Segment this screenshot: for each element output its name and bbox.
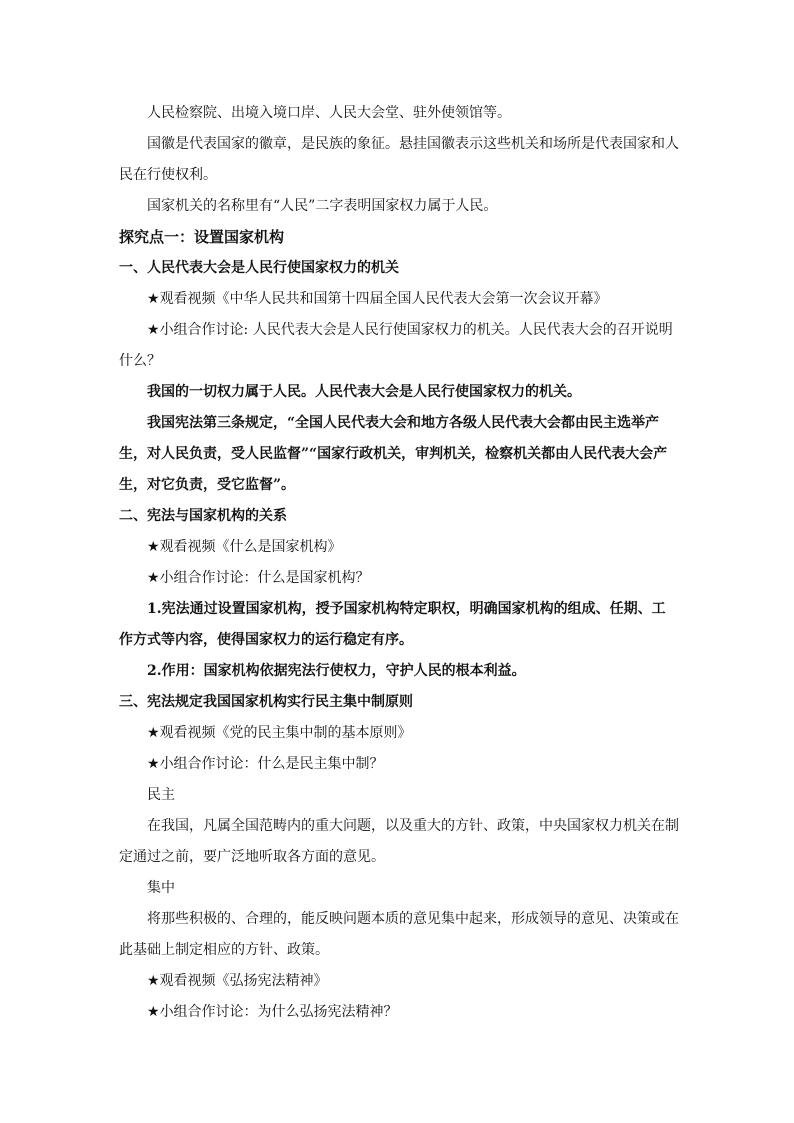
- heading-2: 二、宪法与国家机构的关系: [119, 508, 287, 524]
- point-paragraph: 1.宪法通过设置国家机构，授予国家机构特定职权，明确国家机构的组成、任期、工作方式等内容，使得国家权力的运行稳定有序。: [119, 601, 666, 648]
- answer-paragraph: 我国的一切权力属于人民。人民代表大会是人民行使国家权力的机关。: [147, 384, 581, 400]
- minzhu-paragraph: 在我国，凡属全国范畴内的重大问题，以及重大的方针、政策，中央国家权力机关在制定通过之前，要广泛地听取各方面的意见。: [119, 818, 679, 865]
- paragraph: 国徽是代表国家的徽章，是民族的象征。悬挂国徽表示这些机关和场所是代表国家和人民在行使权利。: [119, 136, 679, 183]
- star-icon: ★: [147, 322, 160, 338]
- heading-3: 三、宪法规定我国国家机构实行民主集中制原则: [119, 694, 413, 710]
- label-jizhong: 集中: [147, 880, 175, 896]
- star-icon: ★: [147, 973, 160, 989]
- paragraph: 人民检察院、出境入境口岸、人民大会堂、驻外使领馆等。: [147, 105, 511, 121]
- document-body: [119, 98, 679, 1028]
- discussion-item: [119, 563, 679, 594]
- paragraph: 国家机关的名称里有“人民”二字表明国家权力属于人民。: [147, 198, 498, 214]
- discussion-text: 小组合作讨论：为什么弘扬宪法精神？: [159, 1004, 398, 1020]
- answer-paragraph: 我国宪法第三条规定，“全国人民代表大会和地方各级人民代表大会都由民主选举产生，对人民负责，受人民监督”“国家行政机关，审判机关，检察机关都由人民代表大会产生，对它负责，受它监督”。: [119, 415, 668, 493]
- star-icon: ★: [147, 756, 160, 772]
- video-item: [119, 532, 679, 563]
- discussion-text: 小组合作讨论: 人民代表大会是人民行使国家权力的机关。人民代表大会的召开说明什么？: [119, 322, 673, 369]
- video-text: 观看视频《什么是国家机构》: [159, 539, 342, 555]
- star-icon: ★: [147, 725, 160, 741]
- point-paragraph: 2.作用：国家机构依据宪法行使权力，守护人民的根本利益。: [147, 663, 526, 679]
- star-icon: ★: [147, 539, 160, 555]
- video-text: 观看视频《党的民主集中制的基本原则》: [159, 725, 412, 741]
- discussion-item: [119, 749, 679, 780]
- star-icon: ★: [147, 570, 160, 586]
- video-item: [119, 284, 679, 315]
- video-text: 观看视频《弘扬宪法精神》: [159, 973, 328, 989]
- jizhong-paragraph: 将那些积极的、合理的，能反映问题本质的意见集中起来，形成领导的意见、决策或在此基础上制定相应的方针、政策。: [119, 911, 679, 958]
- label-minzhu: 民主: [147, 787, 175, 803]
- video-text: 观看视频《中华人民共和国第十四届全国人民代表大会第一次会议开幕》: [159, 291, 608, 307]
- discussion-text: 小组合作讨论：什么是国家机构？: [159, 570, 370, 586]
- star-icon: ★: [147, 291, 160, 307]
- star-icon: ★: [147, 1004, 160, 1020]
- section-title: 探究点一：设置国家机构: [119, 228, 285, 246]
- discussion-item: [119, 315, 679, 377]
- heading-1: 一、人民代表大会是人民行使国家权力的机关: [119, 260, 399, 276]
- video-item: [119, 718, 679, 749]
- discussion-text: 小组合作讨论：什么是民主集中制？: [159, 756, 384, 772]
- video-item: [119, 966, 679, 997]
- discussion-item: [119, 997, 679, 1028]
